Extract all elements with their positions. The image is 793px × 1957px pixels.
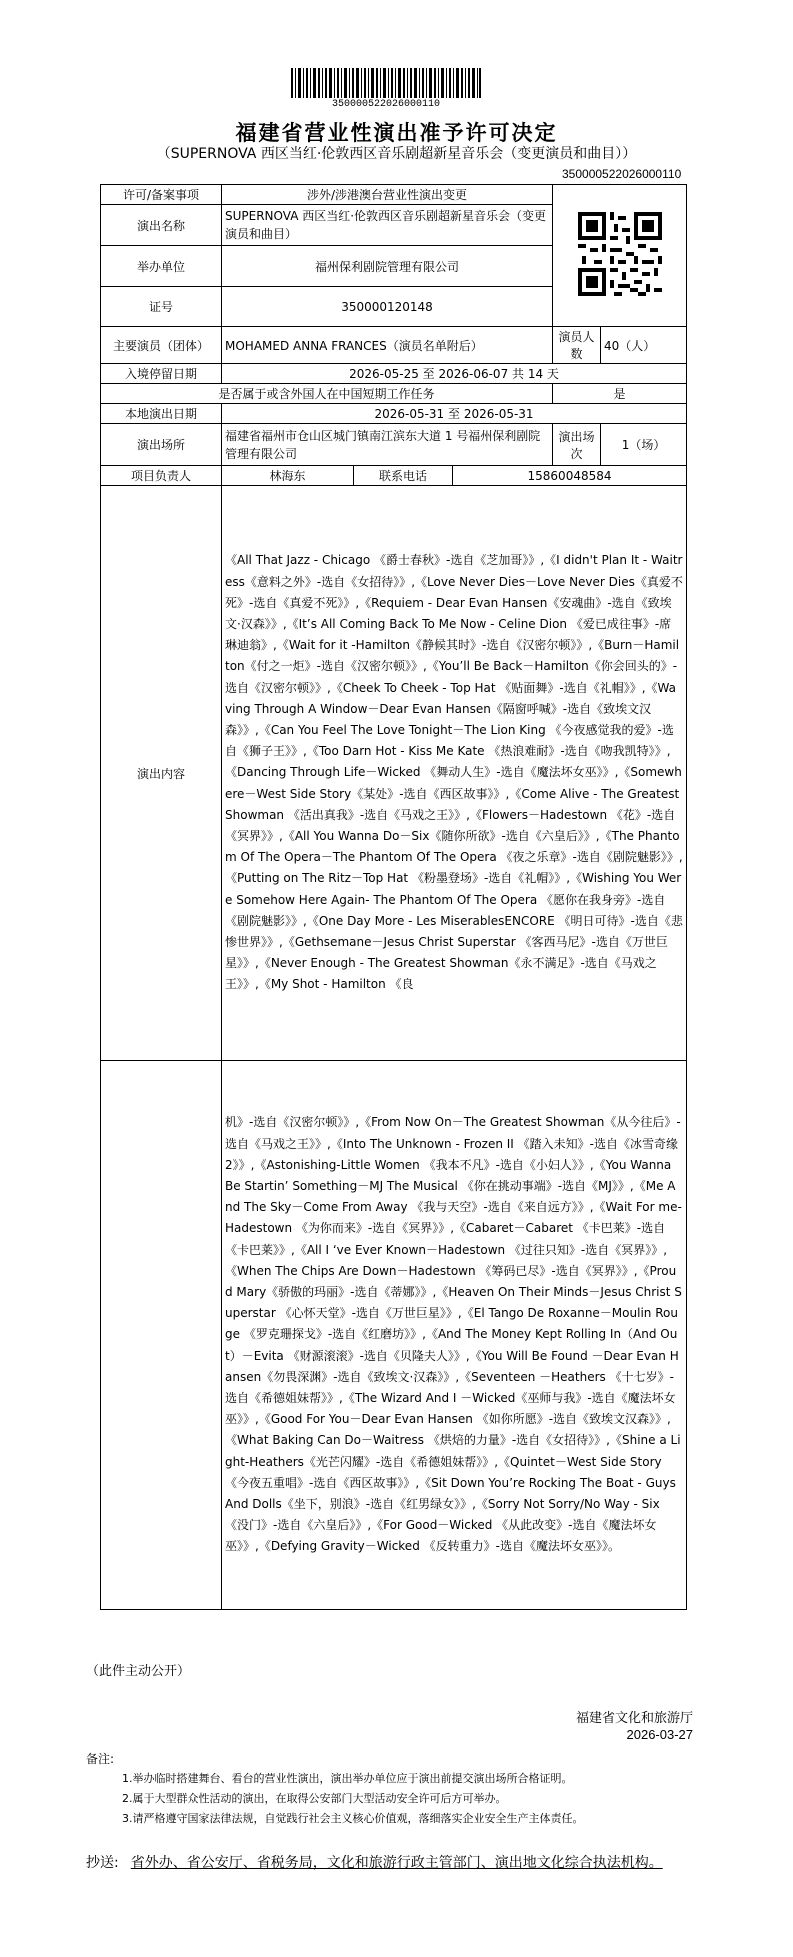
- license-type-label: 许可/备案事项: [101, 185, 222, 205]
- organizer-value: 福州保利剧院管理有限公司: [222, 246, 553, 287]
- qr-code-icon: [578, 212, 662, 296]
- performers-value: MOHAMED ANNA FRANCES（演员名单附后）: [222, 327, 553, 364]
- page-title: 福建省营业性演出准予许可决定: [235, 121, 558, 145]
- phone-value: 15860048584: [453, 466, 687, 486]
- issuer: 福建省文化和旅游厅: [575, 1711, 693, 1726]
- content-value-part1: 《All That Jazz - Chicago 《爵士春秋》-选自《芝加哥》》,《I didn't Plan It - Waitress《意料之外》-选自《女招待》》,《Love Never Dies－Love Never Dies《真爱不死》-选自《真爱不死》》,《Requiem - Dear Evan Hansen《安魂曲》-选自《致埃文·汉森》》,《It’s All Coming Back To Me Now - Celine Dion 《爱已成往事》-席琳迪翁》,《Wait for it -Hamilton《静候其时》-选自《汉密尔顿》》,《Burn－Hamilton《付之一炬》-选自《汉密尔顿》》,《You’ll Be Back－Hamilton《你会回头的》-选自《汉密尔顿》》,《Cheek To Cheek - Top Hat 《贴面舞》-选自《礼帽》》,《Waving Through A Window－Dear Evan Hansen《隔窗呼喊》-选自《致埃文汉森》》,《Can You Feel The Love Tonight－The Lion King 《今夜感觉我的爱》-选自《狮子王》》,《Too Darn Hot - Kiss Me Kate 《热浪难耐》-选自《吻我凯特》》,《Dancing Through Life－Wicked 《舞动人生》-选自《魔法坏女巫》》,《Somewhere－West Side Story《某处》-选自《西区故事》》,《Come Alive - The Greatest Showman 《活出真我》-选自《马戏之王》》,《Flowers－Hadestown 《花》-选自《冥界》》,《All You Wanna Do－Six《随你所欲》-选自《六皇后》》,《The Phantom Of The Opera－The Phantom Of The Opera 《夜之乐章》-选自《剧院魅影》》,《Putting on The Ritz－Top Hat 《粉墨登场》-选自《礼帽》》,《Wishing You Were Somehow Here Again- The Phantom Of The Opera 《愿你在我身旁》-选自《剧院魅影》》,《One Day More - Les MiserablesENCORE 《明日可待》-选自《悲惨世界》》,《Gethsemane－Jesus Christ Superstar 《客西马尼》-选自《万世巨星》》,《Never Enough - The Greatest Showman《永不满足》-选自《马戏之王》》,《My Shot - Hamilton 《良: [222, 486, 687, 1061]
- cc-line: [86, 1852, 716, 1874]
- notes-title: 备注:: [86, 1752, 115, 1766]
- performers-label: 主要演员（团体）: [101, 327, 222, 364]
- foreign-work-label: 是否属于或含外国人在中国短期工作任务: [101, 384, 553, 404]
- content-label-empty: [101, 1061, 222, 1610]
- local-date-label: 本地演出日期: [101, 404, 222, 424]
- note-item: 3.请严格遵守国家法律法规，自觉践行社会主义核心价值观，落细落实企业安全生产主体责任。: [122, 1812, 584, 1825]
- sessions-value: 1（场）: [601, 424, 687, 466]
- public-note: （此件主动公开）: [86, 1664, 191, 1679]
- foreign-work-value: 是: [553, 384, 687, 404]
- manager-value: 林海东: [222, 466, 354, 486]
- page-subtitle: （SUPERNOVA 西区当红·伦敦西区音乐剧超新星音乐会（变更演员和曲目））: [156, 146, 637, 162]
- note-item: 1.举办临时搭建舞台、看台的营业性演出，演出举办单位应于演出前提交演出场所合格证明。: [122, 1772, 573, 1785]
- barcode-image: [291, 68, 481, 98]
- content-value-part2: 机》-选自《汉密尔顿》》,《From Now On－The Greatest Showman《从今往后》-选自《马戏之王》》,《Into The Unknown - Frozen II 《踏入未知》-选自《冰雪奇缘 2》》,《Astonishing-Little Women 《我本不凡》-选自《小妇人》》,《You Wanna Be Startin’ Something－MJ The Musical 《你在挑动事端》-选自《MJ》》,《Me And The Sky－Come From Away 《我与天空》-选自《来自远方》》,《Wait For me-Hadestown 《为你而来》-选自《冥界》》,《Cabaret－Cabaret 《卡巴莱》-选自《卡巴莱》》,《All I ‘ve Ever Known－Hadestown 《过往只知》-选自《冥界》》,《When The Chips Are Down－Hadestown 《筹码已尽》-选自《冥界》》,《Proud Mary《骄傲的玛丽》-选自《蒂娜》》,《Heaven On Their Minds－Jesus Christ Superstar 《心怀天堂》-选自《万世巨星》》,《El Tango De Roxanne－Moulin Rouge 《罗克珊探戈》-选自《红磨坊》》,《And The Money Kept Rolling In（And Out）－Evita 《财源滚滚》-选自《贝隆夫人》》,《You Will Be Found －Dear Evan Hansen《勿畏深渊》-选自《致埃文·汉森》》,《Seventeen －Heathers 《十七岁》-选自《希德姐妹帮》》,《The Wizard And I －Wicked《巫师与我》-选自《魔法坏女巫》》,《Good For You－Dear Evan Hansen 《如你所愿》-选自《致埃文汉森》》,《What Baking Can Do－Waitress 《烘焙的力量》-选自《女招待》》,《Shine a Light-Heathers《光芒闪耀》-选自《希德姐妹帮》》,《Quintet－West Side Story 《今夜五重唱》-选自《西区故事》》,《Sit Down You’re Rocking The Boat - Guys And Dolls《坐下，别浪》-选自《红男绿女》》,《Sorry Not Sorry/No Way - Six 《没门》-选自《六皇后》》,《For Good－Wicked 《从此改变》-选自《魔法坏女巫》》,《Defying Gravity－Wicked 《反转重力》-选自《魔法坏女巫》》。: [222, 1061, 687, 1610]
- cert-value: 350000120148: [222, 287, 553, 327]
- venue-value: 福建省福州市仓山区城门镇南江滨东大道 1 号福州保利剧院管理有限公司: [222, 424, 553, 466]
- performer-count-label: 演员人数: [553, 327, 601, 364]
- manager-label: 项目负责人: [101, 466, 222, 486]
- cc-text: 省外办、省公安厅、省税务局，文化和旅游行政主管部门、演出地文化综合执法机构。: [130, 1855, 663, 1871]
- show-name-label: 演出名称: [101, 205, 222, 246]
- permit-table: [100, 184, 687, 1610]
- phone-label: 联系电话: [354, 466, 453, 486]
- organizer-label: 举办单位: [101, 246, 222, 287]
- qr-code-cell: [553, 185, 687, 327]
- sessions-label: 演出场次: [553, 424, 601, 466]
- venue-label: 演出场所: [101, 424, 222, 466]
- note-item: 2.属于大型群众性活动的演出，在取得公安部门大型活动安全许可后方可举办。: [122, 1792, 507, 1805]
- cert-label: 证号: [101, 287, 222, 327]
- license-type-value: 涉外/涉港澳台营业性演出变更: [222, 185, 553, 205]
- stay-value: 2026-05-25 至 2026-06-07 共 14 天: [222, 364, 687, 384]
- barcode-number: 350000522026000110: [331, 99, 441, 110]
- performer-count-value: 40（人）: [601, 327, 687, 364]
- show-name-value: SUPERNOVA 西区当红·伦敦西区音乐剧超新星音乐会（变更演员和曲目）: [222, 205, 553, 246]
- local-date-value: 2026-05-31 至 2026-05-31: [222, 404, 687, 424]
- issue-date: 2026-03-27: [626, 1727, 693, 1742]
- cc-label: 抄送:: [86, 1855, 119, 1871]
- content-label: 演出内容: [101, 486, 222, 1061]
- stay-label: 入境停留日期: [101, 364, 222, 384]
- document-number: 350000522026000110: [562, 167, 682, 181]
